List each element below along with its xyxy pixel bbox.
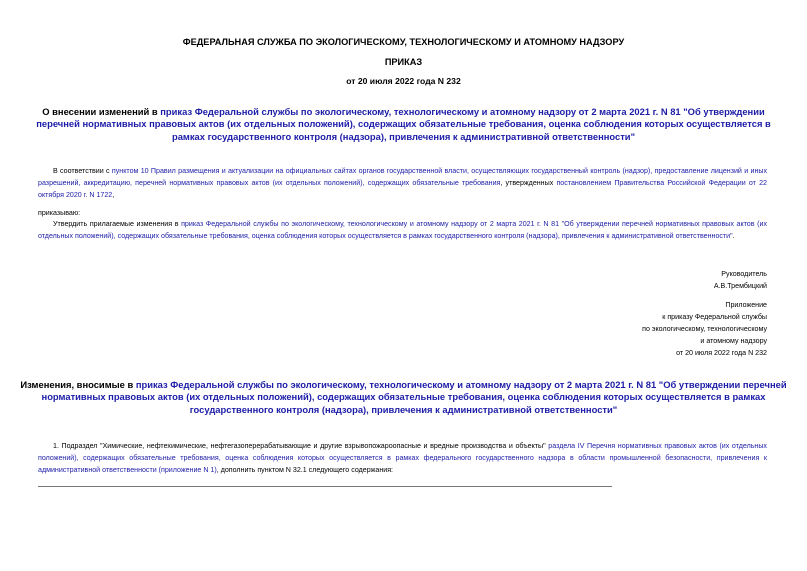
item-1-paragraph bbox=[38, 440, 767, 476]
appendix-line-2: к приказу Федеральной службы bbox=[662, 313, 767, 321]
preamble-text-3: , bbox=[112, 191, 115, 199]
appendix-block bbox=[642, 299, 767, 359]
item-1-text-2: , дополнить пунктом N 32.1 следующего содержания: bbox=[216, 466, 394, 474]
changes-title bbox=[20, 379, 787, 416]
preamble-paragraph bbox=[38, 165, 767, 201]
preamble-text-2: , утвержденных bbox=[500, 179, 557, 187]
preamble-resolution-link[interactable]: постановлением Правительства Российской Федерации от 22 октября 2020 г. N 1722 bbox=[38, 179, 767, 199]
order-text-2: . bbox=[732, 232, 735, 240]
order-title bbox=[20, 106, 787, 143]
item-1-section-link[interactable]: раздела IV Перечня нормативных правовых актов (их отдельных положений), содержащих обязательные требования, оценка соблюдения которых осуществляется в рамках федерального государственного надзора в области промышленной безопасности, привлечения к административной ответственности (приложение N 1) bbox=[38, 442, 767, 474]
document-date-number: от 20 июля 2022 года N 232 bbox=[346, 76, 461, 86]
appendix-line-4: и атомному надзору bbox=[700, 337, 767, 345]
order-act-link[interactable]: приказ Федеральной службы по экологическому, технологическому и атомному надзору от 2 марта 2021 г. N 81 "Об утверждении перечней нормативных правовых актов (их отдельных положений), содержащих обязательные требования, оценка соблюдения которых осуществляется в рамках государственного контроля (надзора), привлечения к административной ответственности" bbox=[38, 220, 767, 240]
preamble-rules-link[interactable]: пунктом 10 Правил размещения и актуализации на официальных сайтах органов государственной власти, осуществляющих государственный контроль (надзор), предоставление лицензий и иных разрешений, аккредитацию, перечней нормативных правовых актов (их отдельных положений), содержащих обязательные требования bbox=[38, 167, 768, 187]
order-paragraph bbox=[38, 218, 767, 242]
appendix-line-1: Приложение bbox=[725, 301, 767, 309]
appendix-line-5: от 20 июля 2022 года N 232 bbox=[676, 349, 767, 357]
signature-block bbox=[714, 268, 767, 292]
document-type: ПРИКАЗ bbox=[384, 57, 423, 67]
changes-title-prefix: Изменения, вносимые в bbox=[20, 379, 136, 390]
preamble-text-1: В соответствии с bbox=[53, 167, 112, 175]
item-1-text-1: 1. Подраздел "Химические, нефтехимические, нефтегазоперерабатывающие и другие взрывопожароопасные и вредные производства и объекты" bbox=[53, 442, 549, 450]
page-divider bbox=[38, 486, 612, 487]
order-text-1: Утвердить прилагаемые изменения в bbox=[53, 220, 182, 228]
changes-title-link[interactable]: приказ Федеральной службы по экологическому, технологическому и атомному надзору от 2 марта 2021 г. N 81 "Об утверждении перечней нормативных правовых актов (их отдельных положений), содержащих обязательные требования, оценка соблюдения которых осуществляется в рамках государственного контроля (надзора), привлечения к административной ответственности" bbox=[41, 379, 787, 415]
signatory-name: А.В.Трембицкий bbox=[713, 282, 767, 290]
order-title-link[interactable]: приказ Федеральной службы по экологическому, технологическому и атомному надзору от 2 марта 2021 г. N 81 "Об утверждении перечней нормативных правовых актов (их отдельных положений), содержащих обязательные требования, оценка соблюдения которых осуществляется в рамках государственного контроля (надзора), привлечения к административной ответственности" bbox=[36, 106, 771, 142]
order-title-prefix: О внесении изменений в bbox=[42, 106, 161, 117]
order-word: приказываю: bbox=[38, 209, 81, 217]
appendix-line-3: по экологическому, технологическому bbox=[642, 325, 767, 333]
agency-heading: ФЕДЕРАЛЬНАЯ СЛУЖБА ПО ЭКОЛОГИЧЕСКОМУ, ТЕХНОЛОГИЧЕСКОМУ И АТОМНОМУ НАДЗОРУ bbox=[182, 37, 625, 47]
signatory-role: Руководитель bbox=[721, 270, 767, 278]
